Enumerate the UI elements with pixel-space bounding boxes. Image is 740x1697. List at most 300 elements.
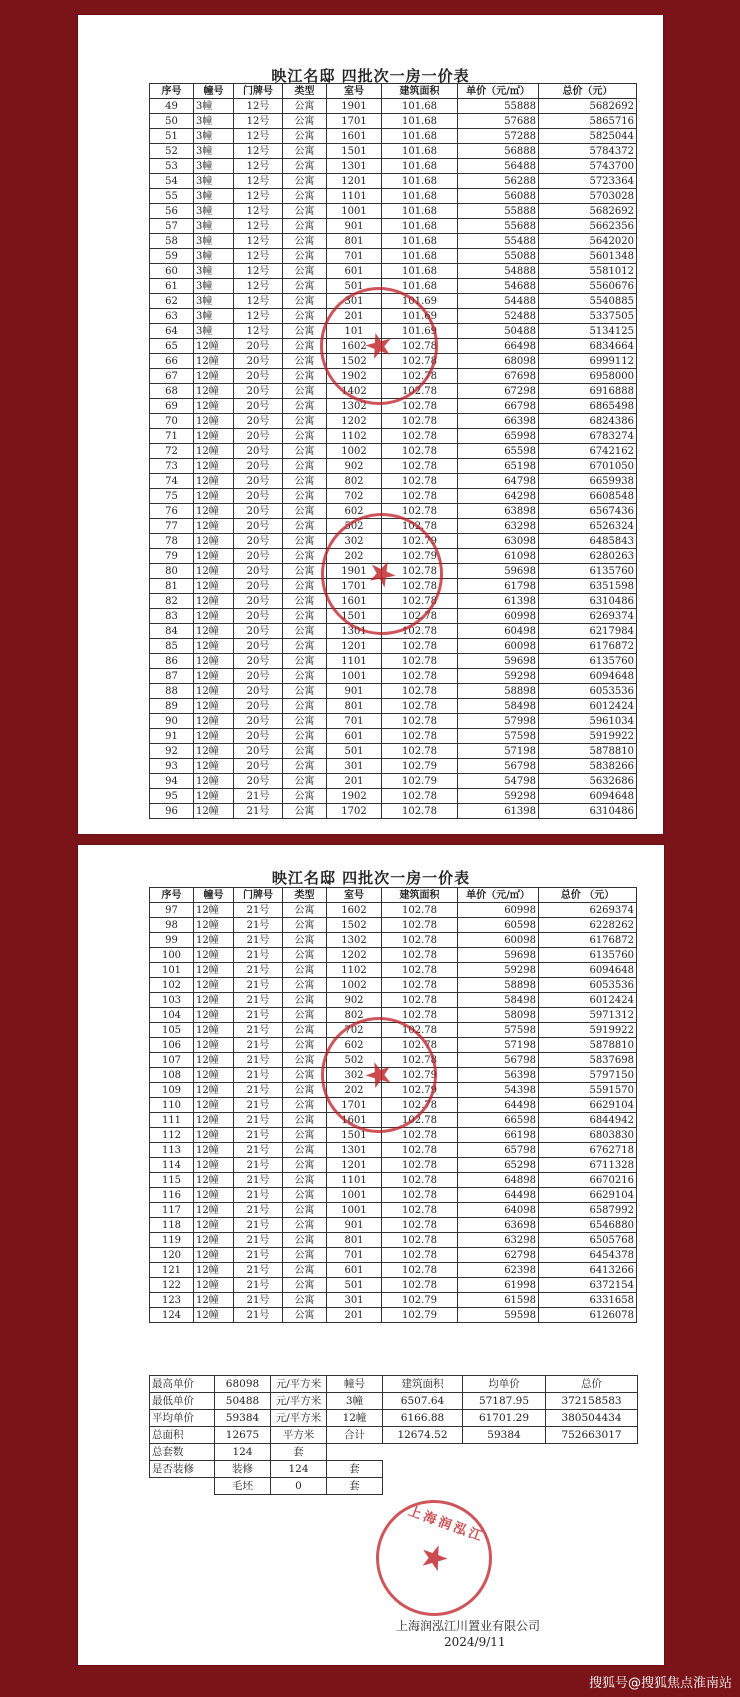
table-cell: 20号 (234, 459, 283, 474)
table-cell: 1001 (327, 204, 382, 219)
table-cell: 公寓 (283, 504, 327, 519)
table-cell: 55 (150, 189, 194, 204)
table-cell: 公寓 (283, 1233, 327, 1248)
table-cell: 公寓 (283, 219, 327, 234)
table-cell: 12幢 (194, 1158, 234, 1173)
table-cell: 123 (150, 1293, 194, 1308)
table-cell: 3幢 (194, 324, 234, 339)
table-cell: 54 (150, 174, 194, 189)
table-cell: 76 (150, 504, 194, 519)
table-cell: 12幢 (194, 1278, 234, 1293)
table-cell: 56088 (458, 189, 539, 204)
summary-row (150, 1393, 638, 1410)
table-cell: 1902 (327, 369, 382, 384)
table-cell: 20号 (234, 399, 283, 414)
table-cell: 101.69 (382, 324, 458, 339)
table-cell: 107 (150, 1053, 194, 1068)
summary-row (150, 1410, 638, 1427)
table-cell: 51 (150, 129, 194, 144)
table-cell: 5134125 (539, 324, 637, 339)
table-cell: 63 (150, 309, 194, 324)
table-cell: 12幢 (194, 978, 234, 993)
table-cell: 109 (150, 1083, 194, 1098)
table-cell: 6094648 (539, 963, 637, 978)
table-cell: 102.78 (382, 948, 458, 963)
table-cell: 64098 (458, 1203, 539, 1218)
table-cell: 12幢 (194, 789, 234, 804)
table-cell: 502 (327, 1053, 382, 1068)
table-cell: 12幢 (194, 594, 234, 609)
summary-row (150, 1427, 638, 1444)
table-cell: 201 (327, 309, 382, 324)
table-cell: 公寓 (283, 159, 327, 174)
table-row (150, 918, 637, 933)
table-cell: 20号 (234, 504, 283, 519)
table-cell: 6126078 (539, 1308, 637, 1323)
table-cell: 5723364 (539, 174, 637, 189)
table-cell: 61798 (458, 579, 539, 594)
table-cell: 63298 (458, 1233, 539, 1248)
table-cell: 21号 (234, 1188, 283, 1203)
table-cell: 公寓 (283, 1008, 327, 1023)
table-cell: 公寓 (283, 1263, 327, 1278)
table-cell: 61598 (458, 1293, 539, 1308)
table-cell: 5797150 (539, 1068, 637, 1083)
table-cell: 5703028 (539, 189, 637, 204)
table-cell: 101.69 (382, 294, 458, 309)
table-cell: 公寓 (283, 519, 327, 534)
table-cell: 102.78 (382, 1128, 458, 1143)
table-cell: 12号 (234, 99, 283, 114)
table-cell: 73 (150, 459, 194, 474)
summary-cell: 12674.52 (383, 1427, 463, 1444)
table-cell: 65198 (458, 459, 539, 474)
table-cell: 5601348 (539, 249, 637, 264)
table-cell: 12幢 (194, 1008, 234, 1023)
table-cell: 公寓 (283, 174, 327, 189)
table-cell: 101.68 (382, 159, 458, 174)
table-cell: 12幢 (194, 549, 234, 564)
table-cell: 12幢 (194, 759, 234, 774)
table-cell: 公寓 (283, 1188, 327, 1203)
table-row (150, 774, 637, 789)
table-cell: 12幢 (194, 1053, 234, 1068)
table-cell: 5632686 (539, 774, 637, 789)
table-cell: 21号 (234, 1053, 283, 1068)
table-cell: 102.78 (382, 699, 458, 714)
table-cell: 101.68 (382, 174, 458, 189)
table-cell: 102.78 (382, 624, 458, 639)
table-cell: 21号 (234, 963, 283, 978)
table-cell: 6916888 (539, 384, 637, 399)
table-cell: 6526324 (539, 519, 637, 534)
price-sheet-page-2 (78, 845, 664, 1665)
table-cell: 12幢 (194, 414, 234, 429)
table-cell: 12号 (234, 219, 283, 234)
table-cell: 5540885 (539, 294, 637, 309)
table-cell: 701 (327, 1248, 382, 1263)
table-cell: 公寓 (283, 654, 327, 669)
table-row (150, 1278, 637, 1293)
table-cell: 公寓 (283, 624, 327, 639)
table-cell: 801 (327, 1233, 382, 1248)
table-cell: 12幢 (194, 1098, 234, 1113)
table-cell: 公寓 (283, 294, 327, 309)
table-cell: 66 (150, 354, 194, 369)
table-cell: 502 (327, 519, 382, 534)
table-cell: 68098 (458, 354, 539, 369)
table-cell: 20号 (234, 414, 283, 429)
table-cell: 101 (327, 324, 382, 339)
table-cell: 59298 (458, 669, 539, 684)
table-cell: 62798 (458, 1248, 539, 1263)
table-cell: 6413266 (539, 1263, 637, 1278)
table-cell: 102.79 (382, 1308, 458, 1323)
table-cell: 59598 (458, 1308, 539, 1323)
table-cell: 102.78 (382, 1278, 458, 1293)
summary-cell (463, 1461, 546, 1478)
column-header: 门牌号 (234, 84, 283, 99)
table-cell: 1601 (327, 1113, 382, 1128)
table-cell: 1002 (327, 444, 382, 459)
summary-cell (383, 1478, 463, 1495)
summary-cell: 12675 (215, 1427, 271, 1444)
table-cell: 102.78 (382, 654, 458, 669)
summary-cell: 59384 (215, 1410, 271, 1427)
table-cell: 6269374 (539, 903, 637, 918)
table-cell: 87 (150, 669, 194, 684)
table-cell: 124 (150, 1308, 194, 1323)
table-row (150, 459, 637, 474)
table-cell: 12幢 (194, 918, 234, 933)
table-cell: 12幢 (194, 684, 234, 699)
table-cell: 58898 (458, 978, 539, 993)
table-row (150, 639, 637, 654)
table-cell: 101.68 (382, 234, 458, 249)
column-header: 建筑面积 (382, 888, 458, 903)
table-cell: 12号 (234, 234, 283, 249)
table-cell: 6865498 (539, 399, 637, 414)
table-cell: 6135760 (539, 564, 637, 579)
table-cell: 66598 (458, 1113, 539, 1128)
table-cell: 公寓 (283, 993, 327, 1008)
table-cell: 56798 (458, 1053, 539, 1068)
table-cell: 1001 (327, 1188, 382, 1203)
table-cell: 56488 (458, 159, 539, 174)
table-cell: 公寓 (283, 729, 327, 744)
summary-cell: 装修 (215, 1461, 271, 1478)
table-cell: 66398 (458, 414, 539, 429)
table-cell: 501 (327, 744, 382, 759)
table-cell: 6608548 (539, 489, 637, 504)
table-cell: 102.78 (382, 1113, 458, 1128)
table-cell: 88 (150, 684, 194, 699)
summary-cell: 6507.64 (383, 1393, 463, 1410)
table-cell: 102.78 (382, 804, 458, 819)
table-cell: 21号 (234, 1083, 283, 1098)
table-cell: 12幢 (194, 948, 234, 963)
table-cell: 21号 (234, 1263, 283, 1278)
company-seal-stamp: ★ (307, 274, 452, 419)
table-cell: 3幢 (194, 264, 234, 279)
table-cell: 公寓 (283, 918, 327, 933)
table-row (150, 264, 637, 279)
table-cell: 57288 (458, 129, 539, 144)
table-cell: 12号 (234, 114, 283, 129)
table-cell: 1301 (327, 159, 382, 174)
table-cell: 12幢 (194, 639, 234, 654)
table-cell: 6587992 (539, 1203, 637, 1218)
table-cell: 901 (327, 219, 382, 234)
table-cell: 59 (150, 249, 194, 264)
table-cell: 53 (150, 159, 194, 174)
table-cell: 公寓 (283, 579, 327, 594)
table-cell: 21号 (234, 1113, 283, 1128)
table-cell: 公寓 (283, 99, 327, 114)
table-cell: 5682692 (539, 204, 637, 219)
table-cell: 公寓 (283, 1158, 327, 1173)
table-cell: 102.78 (382, 1248, 458, 1263)
table-cell: 21号 (234, 903, 283, 918)
table-cell: 公寓 (283, 774, 327, 789)
table-cell: 5919922 (539, 729, 637, 744)
table-cell: 21号 (234, 1308, 283, 1323)
table-cell: 公寓 (283, 1278, 327, 1293)
table-cell: 3幢 (194, 144, 234, 159)
table-cell: 72 (150, 444, 194, 459)
table-row (150, 1308, 637, 1323)
table-cell: 公寓 (283, 1128, 327, 1143)
table-cell: 101.68 (382, 189, 458, 204)
table-cell: 12号 (234, 294, 283, 309)
table-cell: 6135760 (539, 948, 637, 963)
summary-cell: 61701.29 (463, 1410, 546, 1427)
table-cell: 1002 (327, 978, 382, 993)
table-cell: 公寓 (283, 1308, 327, 1323)
table-cell: 62 (150, 294, 194, 309)
table-cell: 公寓 (283, 1113, 327, 1128)
table-cell: 66798 (458, 399, 539, 414)
table-cell: 100 (150, 948, 194, 963)
table-cell: 65998 (458, 429, 539, 444)
table-cell: 5961034 (539, 714, 637, 729)
table-cell: 公寓 (283, 1053, 327, 1068)
table-cell: 108 (150, 1068, 194, 1083)
table-row (150, 714, 637, 729)
table-cell: 105 (150, 1023, 194, 1038)
table-cell: 1202 (327, 948, 382, 963)
table-cell: 110 (150, 1098, 194, 1113)
summary-row (150, 1461, 638, 1478)
table-cell: 12幢 (194, 459, 234, 474)
table-cell: 20号 (234, 684, 283, 699)
table-cell: 94 (150, 774, 194, 789)
table-cell: 20号 (234, 669, 283, 684)
table-cell: 21号 (234, 1098, 283, 1113)
table-cell: 102.78 (382, 978, 458, 993)
table-cell: 301 (327, 759, 382, 774)
table-cell: 20号 (234, 429, 283, 444)
table-cell: 59698 (458, 654, 539, 669)
summary-cell: 最低单价 (150, 1393, 215, 1410)
table-cell: 1501 (327, 609, 382, 624)
table-cell: 20号 (234, 369, 283, 384)
table-row (150, 249, 637, 264)
table-cell: 12号 (234, 249, 283, 264)
table-cell: 6454378 (539, 1248, 637, 1263)
table-cell: 5337505 (539, 309, 637, 324)
table-cell: 12幢 (194, 1308, 234, 1323)
table-cell: 21号 (234, 1248, 283, 1263)
table-cell: 21号 (234, 1203, 283, 1218)
table-cell: 5878810 (539, 1038, 637, 1053)
table-cell: 54488 (458, 294, 539, 309)
table-row (150, 114, 637, 129)
summary-cell: 最高单价 (150, 1376, 215, 1393)
table-cell: 1001 (327, 1203, 382, 1218)
table-cell: 公寓 (283, 444, 327, 459)
table-cell: 1302 (327, 933, 382, 948)
table-cell: 12幢 (194, 714, 234, 729)
summary-cell: 元/平方米 (271, 1393, 327, 1410)
table-cell: 6372154 (539, 1278, 637, 1293)
table-cell: 12号 (234, 324, 283, 339)
table-cell: 6485843 (539, 534, 637, 549)
table-cell: 56398 (458, 1068, 539, 1083)
table-cell: 85 (150, 639, 194, 654)
table-cell: 21号 (234, 1233, 283, 1248)
sheet-title: 映江名邸 四批次一房一价表 (271, 67, 470, 85)
table-cell: 12幢 (194, 1143, 234, 1158)
table-cell: 公寓 (283, 264, 327, 279)
table-cell: 122 (150, 1278, 194, 1293)
table-row (150, 204, 637, 219)
table-cell: 119 (150, 1233, 194, 1248)
table-cell: 1101 (327, 1173, 382, 1188)
table-cell: 6228262 (539, 918, 637, 933)
table-cell: 201 (327, 1308, 382, 1323)
table-cell: 55088 (458, 249, 539, 264)
table-cell: 21号 (234, 1143, 283, 1158)
table-row (150, 444, 637, 459)
table-cell: 12幢 (194, 624, 234, 639)
table-cell: 21号 (234, 1128, 283, 1143)
table-cell: 57198 (458, 1038, 539, 1053)
table-cell: 20号 (234, 474, 283, 489)
table-cell: 102.78 (382, 459, 458, 474)
table-cell: 20号 (234, 579, 283, 594)
table-cell: 20号 (234, 744, 283, 759)
table-cell: 801 (327, 234, 382, 249)
table-cell: 3幢 (194, 234, 234, 249)
table-cell: 12幢 (194, 1023, 234, 1038)
table-cell: 65298 (458, 1158, 539, 1173)
table-cell: 12号 (234, 204, 283, 219)
table-cell: 6012424 (539, 699, 637, 714)
table-cell: 20号 (234, 564, 283, 579)
table-cell: 12幢 (194, 1248, 234, 1263)
table-cell: 公寓 (283, 963, 327, 978)
table-cell: 64298 (458, 489, 539, 504)
summary-cell: 总面积 (150, 1427, 215, 1444)
table-cell: 12幢 (194, 1188, 234, 1203)
summary-cell: 元/平方米 (271, 1376, 327, 1393)
table-cell: 12幢 (194, 399, 234, 414)
summary-table (149, 1375, 638, 1495)
table-cell: 61098 (458, 549, 539, 564)
table-cell: 公寓 (283, 789, 327, 804)
table-cell: 20号 (234, 774, 283, 789)
table-cell: 1101 (327, 189, 382, 204)
table-row (150, 963, 637, 978)
table-cell: 52 (150, 144, 194, 159)
table-row (150, 414, 637, 429)
table-cell: 20号 (234, 609, 283, 624)
table-cell: 901 (327, 684, 382, 699)
table-cell: 102.78 (382, 414, 458, 429)
table-cell: 601 (327, 1263, 382, 1278)
table-cell: 3幢 (194, 99, 234, 114)
table-cell: 97 (150, 903, 194, 918)
table-cell: 公寓 (283, 114, 327, 129)
table-cell: 21号 (234, 948, 283, 963)
table-row (150, 1263, 637, 1278)
table-cell: 12幢 (194, 504, 234, 519)
table-row (150, 489, 637, 504)
table-cell: 1102 (327, 429, 382, 444)
table-cell: 78 (150, 534, 194, 549)
table-cell: 102.78 (382, 1173, 458, 1188)
table-cell: 12号 (234, 189, 283, 204)
table-cell: 55488 (458, 234, 539, 249)
column-header: 单价（元/㎡） (458, 888, 539, 903)
table-cell: 60598 (458, 918, 539, 933)
table-cell: 202 (327, 549, 382, 564)
table-cell: 21号 (234, 1158, 283, 1173)
table-cell: 21号 (234, 1293, 283, 1308)
table-cell: 58898 (458, 684, 539, 699)
table-cell: 12幢 (194, 1233, 234, 1248)
price-sheet-page-1 (78, 15, 663, 834)
table-cell: 公寓 (283, 1143, 327, 1158)
table-cell: 21号 (234, 993, 283, 1008)
table-cell: 58498 (458, 993, 539, 1008)
table-cell: 21号 (234, 1038, 283, 1053)
table-row (150, 933, 637, 948)
table-cell: 20号 (234, 639, 283, 654)
table-cell: 102.78 (382, 519, 458, 534)
table-cell: 20号 (234, 624, 283, 639)
table-cell: 62398 (458, 1263, 539, 1278)
summary-cell: 0 (271, 1478, 327, 1495)
table-cell: 5837698 (539, 1053, 637, 1068)
table-cell: 12号 (234, 129, 283, 144)
table-cell: 1302 (327, 399, 382, 414)
table-cell: 1901 (327, 564, 382, 579)
table-cell: 60998 (458, 903, 539, 918)
table-cell: 104 (150, 1008, 194, 1023)
table-cell: 6783274 (539, 429, 637, 444)
table-cell: 6280263 (539, 549, 637, 564)
table-cell: 102.78 (382, 609, 458, 624)
table-cell: 66498 (458, 339, 539, 354)
table-cell: 49 (150, 99, 194, 114)
table-cell: 21号 (234, 1218, 283, 1233)
table-row (150, 1293, 637, 1308)
table-cell: 302 (327, 1068, 382, 1083)
table-cell: 3幢 (194, 249, 234, 264)
table-cell: 102.79 (382, 774, 458, 789)
